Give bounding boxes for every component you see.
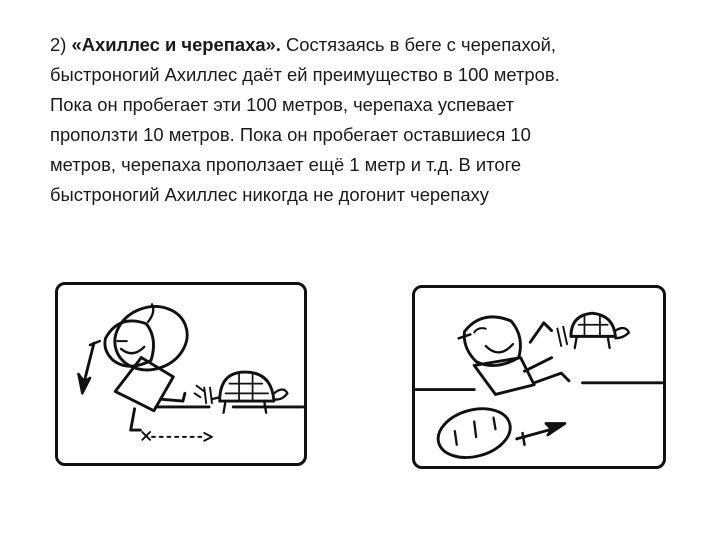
item-number: 2) [50, 34, 67, 55]
achilles-chasing-tortoise-illustration [58, 285, 304, 463]
text-line-1 [50, 30, 680, 60]
paradox-text [50, 30, 680, 210]
text-line-2: быстроногий Ахиллес даёт ей преимущество в 100 метров. [50, 64, 560, 85]
paradox-title: «Ахиллес и черепаха». [71, 34, 281, 55]
text-line-5: метров, черепаха проползает ещё 1 метр и т.д. В итоге [50, 154, 522, 175]
illustration-right-panel [412, 285, 666, 469]
achilles-fallen-tortoise-ahead-illustration [415, 288, 663, 466]
text-line-1-rest: Состязаясь в беге с черепахой, [286, 34, 557, 55]
text-line-4: проползти 10 метров. Пока он пробегает оставшиеся 10 [50, 124, 531, 145]
illustration-left-panel [55, 282, 307, 466]
text-line-6: быстроногий Ахиллес никогда не догонит черепаху [50, 184, 489, 205]
text-line-3: Пока он пробегает эти 100 метров, черепаха успевает [50, 94, 515, 115]
